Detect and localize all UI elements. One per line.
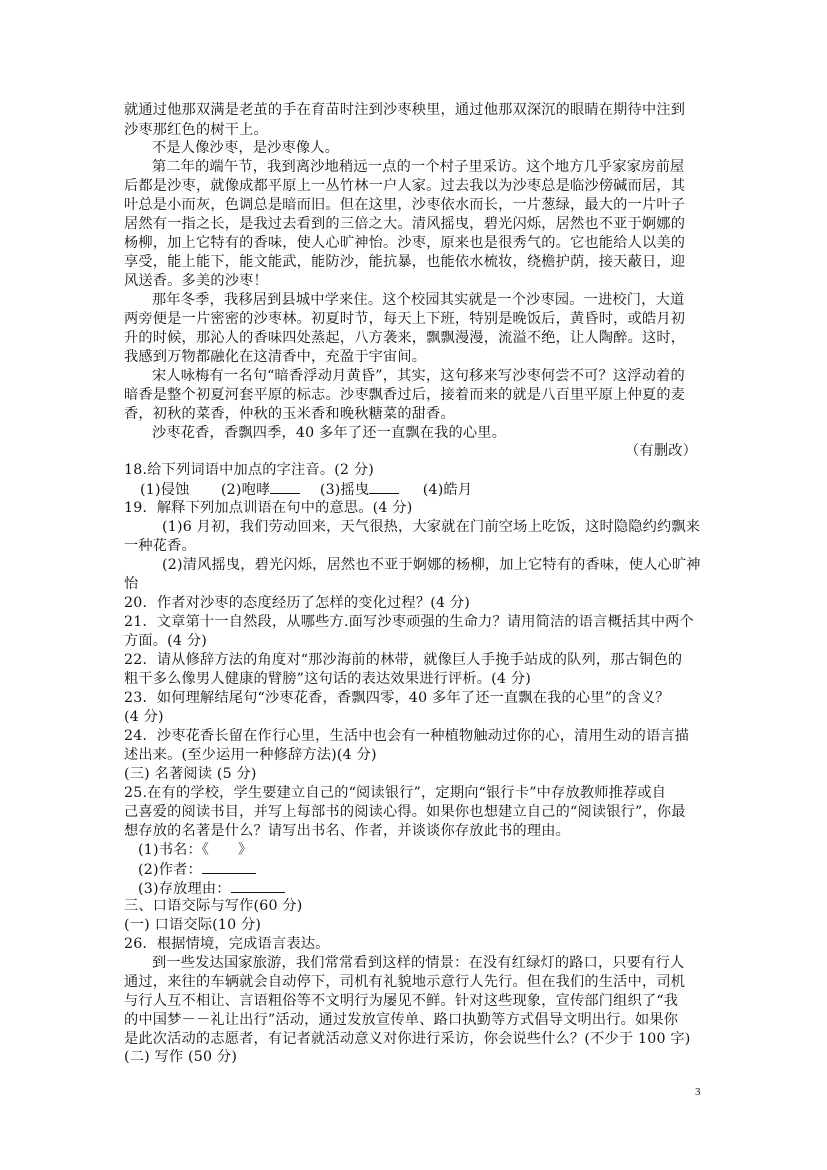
q18-item-4: (4)皓月 <box>422 482 473 498</box>
passage-line: 两旁便是一片密密的沙枣林。初夏时节，每天上下班，特别是晚饭后，黄昏时，或皓月初 <box>124 311 686 327</box>
question-26-text: 到一些发达国家旅游，我们常常看到这样的情景：在没有红绿灯的路口，只要有行人 <box>152 955 685 971</box>
question-19: 19．解释下列加点训语在句中的意思。(4 分) <box>124 500 413 516</box>
answer-blank[interactable] <box>270 479 300 494</box>
q25-author-label: (2)作者： <box>138 862 202 878</box>
answer-blank[interactable] <box>231 878 285 893</box>
question-18: 18.给下列词语中加点的字注音。(2 分) <box>124 462 374 478</box>
section-heading: (一) 口语交际(10 分) <box>124 917 262 933</box>
q18-item-3: (3)摇曳 <box>319 482 370 498</box>
question-26-text: 与行人互不相让、言语粗俗等不文明行为屡见不鲜。针对这些现象，宣传部门组织了“我 <box>124 993 679 1009</box>
question-26-text: 的中国梦－－礼让出行”活动，通过发放宣传单、路口执勤等方式倡导文明出行。如果你 <box>124 1012 679 1028</box>
question-25: 25.在有的学校，学生要建立自己的“阅读银行”，定期向“银行卡”中存放教师推荐或自 <box>124 785 667 801</box>
passage-line: 第二年的端午节，我到离沙地稍远一点的一个村子里采访。这个地方几乎家家房前屋 <box>152 159 685 175</box>
passage-line: 宋人咏梅有一名句“暗香浮动月黄昏”，其实，这句移来写沙枣何尝不可？这浮动着的 <box>152 368 685 384</box>
passage-line: 那年冬季，我移居到县城中学来住。这个校园其实就是一个沙枣园。一进校门，大道 <box>152 292 685 308</box>
question-22: 22．请从修辞方法的角度对“那沙海前的林带，就像巨人手挽手站成的队列，那古铜色的 <box>124 652 683 668</box>
question-19-text: 一种花香。 <box>124 538 196 554</box>
answer-blank[interactable] <box>369 479 399 494</box>
q25-author-field <box>138 859 256 880</box>
question-23: (4 分) <box>124 709 164 725</box>
part-heading: 三、口语交际与写作(60 分) <box>124 898 303 914</box>
question-26-text: 通过，来往的车辆就会自动停下，司机有礼貌地示意行人先行。但在我们的生活中，司机 <box>124 974 686 990</box>
passage-line: 风送香。多美的沙枣！ <box>124 273 268 289</box>
q25-reason-label: (3)存放理由： <box>138 881 231 897</box>
question-25: 己喜爱的阅读书目，并写上每部书的阅读心得。如果你也想建立自己的“阅读银行”，你最 <box>124 804 686 820</box>
question-19-text: 怡 <box>124 576 139 592</box>
question-26-text: 是此次活动的志愿者，有记者就活动意义对你进行采访，你会说些什么？(不少于 100 字) <box>124 1031 691 1047</box>
question-21: 方面。(4 分) <box>124 633 207 649</box>
passage-line: 我感到万物都融化在这清香中，充盈于宇宙间。 <box>124 349 427 365</box>
question-19-text: (2)清风摇曳，碧光闪烁，居然也不亚于婀娜的杨柳，加上它特有的香味，使人心旷神 <box>162 557 701 573</box>
passage-line: 杨柳，加上它特有的香味，使人心旷神怡。沙枣，原来也是很秀气的。它也能给人以美的 <box>124 235 686 251</box>
question-19-text: (1)6 月初，我们劳动回来，天气很热，大家就在门前空场上吃饭，这时隐隐约约飘来 <box>162 519 701 535</box>
question-23: 23．如何理解结尾句“沙枣花香，香飘四零，40 多年了还一直飘在我的心里”的含义？ <box>124 690 670 706</box>
passage-line: 升的时候，那沁人的香味四处蒸起，八方袭来，飘飘漫漫，流溢不绝，让人陶醉。这时， <box>124 330 686 346</box>
passage-line: 享受，能上能下，能文能武，能防沙，能抗暴，也能依水梳妆，绕檐护荫，接天蔽日，迎 <box>124 254 686 270</box>
question-26: 26．根据情境，完成语言表达。 <box>124 936 330 952</box>
passage-line: 沙枣花香，香飘四季，40 多年了还一直飘在我的心里。 <box>152 425 507 441</box>
question-24: 述出来。(至少运用一种修辞方法)(4 分) <box>124 747 377 763</box>
section-heading: (三) 名著阅读 (5 分) <box>124 766 257 782</box>
section-heading: (二) 写作 (50 分) <box>124 1049 238 1065</box>
passage-line: 就通过他那双满是老茧的手在育苗时注到沙枣秧里，通过他那双深沉的眼睛在期待中注到 <box>124 102 686 118</box>
q25-book-field: (1)书名：《 》 <box>138 842 253 858</box>
passage-line: 沙枣那红色的树干上。 <box>124 122 268 138</box>
question-18-items <box>140 479 472 500</box>
question-25: 想存放的名著是什么？请写出书名、作者，并谈谈你存放此书的理由。 <box>124 823 571 839</box>
passage-line: 不是人像沙枣，是沙枣像人。 <box>152 140 340 156</box>
passage-line: 香，初秋的菜香，仲秋的玉米香和晚秋糖菜的甜香。 <box>124 406 455 422</box>
passage-line: 暗香是整个初夏河套平原的标志。沙枣飘香过后，接着而来的就是八百里平原上仲夏的麦 <box>124 387 686 403</box>
passage-line: 居然有一指之长，是我过去看到的三倍之大。清风摇曳，碧光闪烁，居然也不亚于婀娜的 <box>124 216 686 232</box>
q18-item-1: (1)侵蚀 <box>140 482 190 498</box>
question-22: 粗干多么像男人健康的臂膀”这句话的表达效果进行评析。(4 分) <box>124 671 531 687</box>
source-note: （有删改） <box>625 443 697 459</box>
answer-blank[interactable] <box>202 859 256 874</box>
page-number: 3 <box>695 1086 701 1098</box>
question-20: 20．作者对沙枣的态度经历了怎样的变化过程？(4 分) <box>124 595 470 611</box>
question-24: 24．沙枣花香长留在作行心里，生活中也会有一种植物触动过你的心，清用生动的语言描 <box>124 728 690 744</box>
question-21: 21．文章第十一自然段，从哪些方.面写沙枣顽强的生命力？请用简洁的语言概括其中两个 <box>124 614 694 630</box>
passage-line: 叶总是小而灰，色调总是暗而旧。但在这里，沙枣依水而长，一片葱绿，最大的一片叶子 <box>124 197 686 213</box>
q18-item-2: (2)咆哮 <box>220 482 271 498</box>
passage-line: 后都是沙枣，就像成都平原上一丛竹林一户人家。过去我以为沙枣总是临沙傍碱而居，其 <box>124 178 686 194</box>
